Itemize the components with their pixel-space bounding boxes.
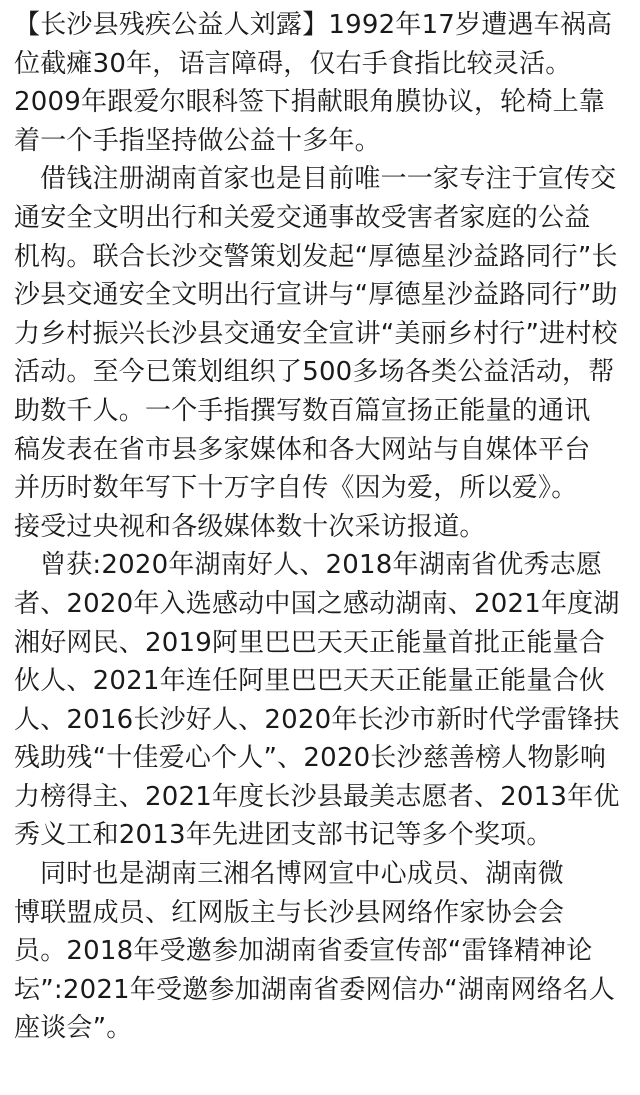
text-line: 着一个手指坚持做公益十多年。 xyxy=(14,125,381,156)
text-line: 借钱注册湖南首家也是目前唯一一家专注于宣传交 xyxy=(40,164,617,195)
text-line: 力榜得主、2021年度长沙县最美志愿者、2013年优 xyxy=(14,781,620,812)
text-line: 员。2018年受邀参加湖南省委宣传部“雷锋精神论 xyxy=(14,936,593,967)
text-line: 坛”:2021年受邀参加湖南省委网信办“湖南网络名人 xyxy=(14,974,616,1005)
text-line: 并历时数年写下十万字自传《因为爱，所以爱》。 xyxy=(14,473,578,504)
text-line: 稿发表在省市县多家媒体和各大网站与自媒体平台 xyxy=(14,434,591,465)
text-line: 秀义工和2013年先进团支部书记等多个奖项。 xyxy=(14,820,553,851)
text-line: 位截瘫30年，语言障碍，仅右手食指比较灵活。 xyxy=(14,48,572,79)
text-line: 座谈会”。 xyxy=(14,1013,133,1044)
text-line: 【长沙县残疾公益人刘露】1992年17岁遭遇车祸高 xyxy=(14,10,613,40)
text-line: 残助残“十佳爱心个人”、2020长沙慈善榜人物影响 xyxy=(14,743,607,774)
text-line: 曾获:2020年湖南好人、2018年湖南省优秀志愿 xyxy=(40,550,603,581)
paragraph xyxy=(14,6,626,160)
text-line: 活动。至今已策划组织了500多场各类公益活动，帮 xyxy=(14,357,615,388)
text-line: 接受过央视和各级媒体数十次采访报道。 xyxy=(14,511,486,542)
text-line: 者、2020年入选感动中国之感动湖南、2021年度湖 xyxy=(14,588,620,619)
text-line: 伙人、2021年连任阿里巴巴天天正能量正能量合伙 xyxy=(14,666,605,697)
text-line: 机构。联合长沙交警策划发起“厚德星沙益路同行”长 xyxy=(14,241,618,272)
text-line: 力乡村振兴长沙县交通安全宣讲“美丽乡村行”进村校 xyxy=(14,318,618,349)
text-line: 通安全文明出行和关爱交通事故受害者家庭的公益 xyxy=(14,202,591,233)
text-line: 湘好网民、2019阿里巴巴天天正能量首批正能量合 xyxy=(14,627,605,658)
text-line: 沙县交通安全文明出行宣讲与“厚德星沙益路同行”助 xyxy=(14,280,618,311)
text-line: 人、2016长沙好人、2020年长沙市新时代学雷锋扶 xyxy=(14,704,620,735)
text-line: 助数千人。一个手指撰写数百篇宣扬正能量的通讯 xyxy=(14,395,591,426)
text-line: 同时也是湖南三湘名博网宣中心成员、湖南微 xyxy=(40,859,565,890)
paragraph xyxy=(14,546,626,855)
text-line: 2009年跟爱尔眼科签下捐献眼角膜协议，轮椅上靠 xyxy=(14,87,605,118)
paragraph xyxy=(14,160,626,546)
article-body xyxy=(14,6,626,1048)
paragraph xyxy=(14,855,626,1048)
text-line: 博联盟成员、红网版主与长沙县网络作家协会会 xyxy=(14,897,565,928)
